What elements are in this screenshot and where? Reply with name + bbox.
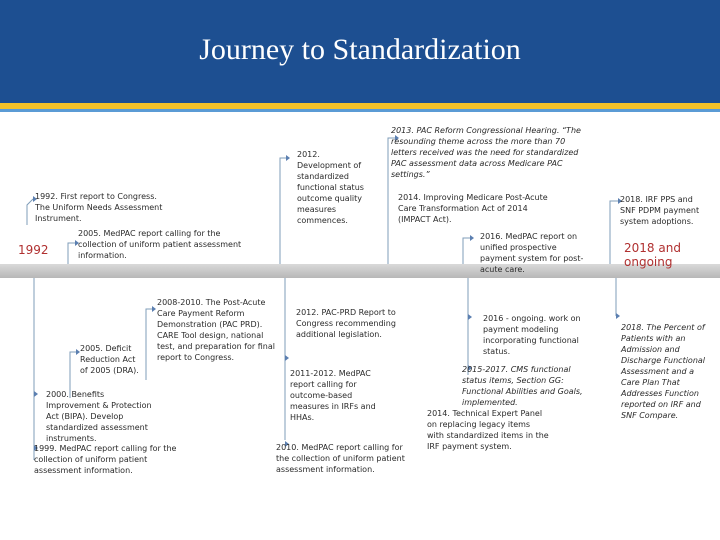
- event-2014-impact: 2014. Improving Medicare Post-Acute Care Transformation Act of 2014 (IMPACT Act).: [398, 193, 548, 224]
- event-2000: 2000. Benefits Improvement & Protection Act (BIPA). Develop standardized assessment instruments.: [46, 390, 152, 443]
- arrow-2018-percent: [616, 313, 620, 319]
- event-1992: 1992. First report to Congress. The Uniform Needs Assessment Instrument.: [35, 192, 163, 223]
- event-2014-tep: 2014. Technical Expert Panel on replacing legacy items with standardized items in the IRF payment system.: [427, 409, 549, 451]
- connector-2018-pps: [610, 201, 618, 265]
- event-2015-2017: 2015-2017. CMS functional status items, Section GG: Functional Abilities and Goals, implemented.: [462, 365, 583, 407]
- connector-1992: [27, 199, 33, 225]
- event-2016-ongoing: 2016 - ongoing. work on payment modeling incorporating functional status.: [483, 314, 581, 356]
- connector-2005-medpac: [68, 243, 75, 265]
- arrow-2000: [34, 391, 38, 397]
- end-year-label: 2018 and ongoing: [624, 241, 681, 269]
- event-2005-medpac: 2005. MedPAC report calling for the collection of uniform patient assessment information.: [78, 229, 242, 260]
- arrow-2016-ongoing: [468, 314, 472, 320]
- start-year-label: 1992: [18, 243, 49, 257]
- event-2018-pps: 2018. IRF PPS and SNF PDPM payment system adoptions.: [620, 195, 700, 226]
- connector-2008: [146, 309, 152, 380]
- event-2012-development: 2012. Development of standardized functional status outcome quality measures commences.: [297, 150, 364, 225]
- timeline-bar: [0, 264, 720, 278]
- event-1999: 1999. MedPAC report calling for the collection of uniform patient assessment information.: [34, 444, 177, 475]
- event-2013: 2013. PAC Reform Congressional Hearing. “The resounding theme across the more than 70 letters received was the need for standardized PAC assessment data across Medicare PAC settings.”: [391, 126, 581, 179]
- arrow-2016-report: [470, 235, 474, 241]
- event-2016-report: 2016. MedPAC report on unified prospective payment system for post-acute care.: [480, 232, 584, 274]
- connector-2016-report: [463, 238, 470, 265]
- event-2011-2012: 2011-2012. MedPAC report calling for outcome-based measures in IRFs and HHAs.: [290, 369, 376, 422]
- event-2008-2010: 2008-2010. The Post-Acute Care Payment Reform Demonstration (PAC PRD). CARE Tool design, national test, and preparation for final report to Congress.: [157, 298, 275, 362]
- event-2018-percent: 2018. The Percent of Patients with an Admission and Discharge Functional Assessment and a Care Plan That Addresses Function reported on IRF and SNF Compare.: [621, 323, 706, 420]
- arrow-2011: [285, 355, 289, 361]
- event-2012-prd: 2012. PAC-PRD Report to Congress recommending additional legislation.: [296, 308, 396, 339]
- page-title: Journey to Standardization: [199, 33, 521, 66]
- event-2005-deficit: 2005. Deficit Reduction Act of 2005 (DRA).: [80, 344, 139, 375]
- arrow-2012-development: [286, 155, 290, 161]
- event-2010: 2010. MedPAC report calling for the collection of uniform patient assessment information.: [276, 443, 405, 474]
- connector-2012-development: [280, 158, 286, 265]
- arrow-2008: [152, 306, 156, 312]
